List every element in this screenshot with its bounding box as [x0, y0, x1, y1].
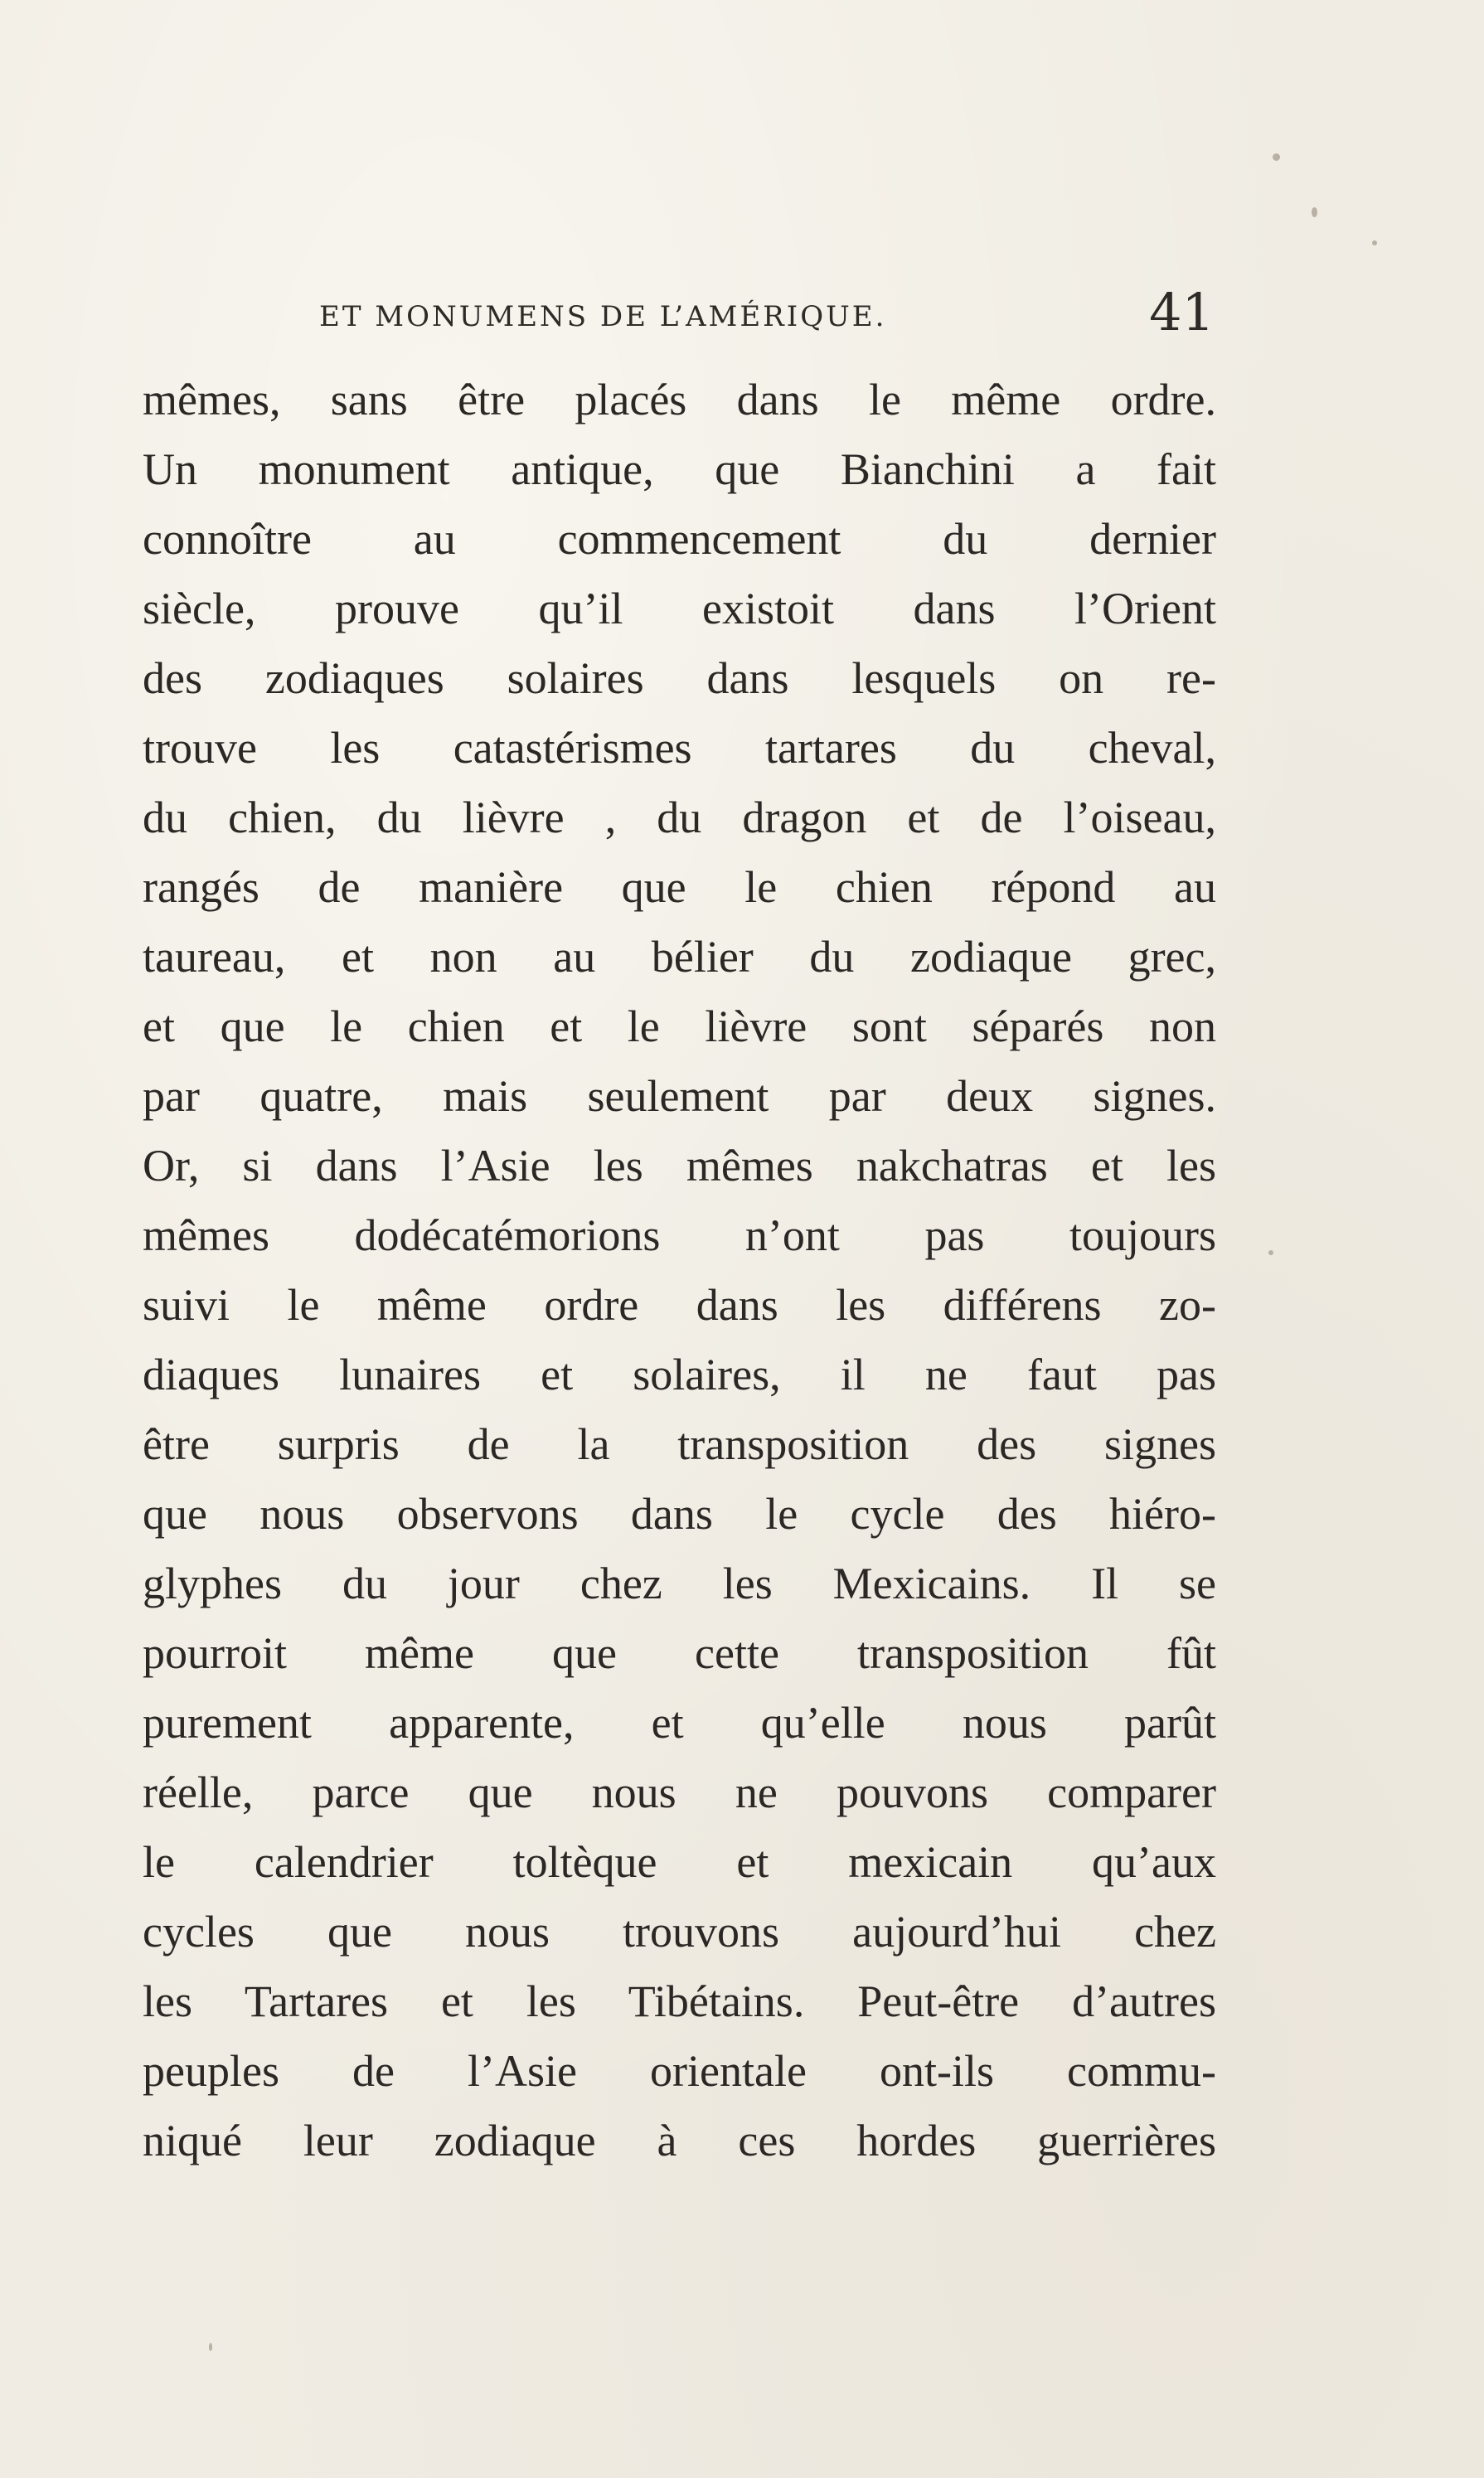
text-line: rangés de manière que le chien répond au	[143, 862, 1216, 912]
text-line: réelle, parce que nous ne pouvons comparer	[143, 1768, 1216, 1817]
paper-speck	[209, 2343, 212, 2351]
text-line: du chien, du lièvre , du dragon et de l’oiseau,	[143, 793, 1216, 842]
text-line: purement apparente, et qu’elle nous parût	[143, 1698, 1216, 1748]
text-line: mêmes, sans être placés dans le même ordre.	[143, 375, 1216, 424]
text-line: diaques lunaires et solaires, il ne faut pas	[143, 1350, 1216, 1399]
text-line: par quatre, mais seulement par deux signes.	[143, 1071, 1216, 1121]
paper-speck	[1372, 240, 1377, 245]
body-text	[143, 365, 1216, 2175]
text-line: trouve les catastérismes tartares du cheval,	[143, 723, 1216, 773]
running-title: ET MONUMENS DE L’AMÉRIQUE.	[319, 300, 887, 333]
text-line: pourroit même que cette transposition fût	[143, 1628, 1216, 1678]
text-line: et que le chien et le lièvre sont séparés non	[143, 1001, 1216, 1051]
text-line: connoître au commencement du dernier	[143, 514, 1216, 564]
text-line: suivi le même ordre dans les différens zo-	[143, 1280, 1216, 1330]
text-line: Un monument antique, que Bianchini a fait	[143, 444, 1216, 494]
text-line: être surpris de la transposition des signes	[143, 1419, 1216, 1469]
page-number: 41	[1149, 282, 1215, 342]
text-line: siècle, prouve qu’il existoit dans l’Orient	[143, 584, 1216, 633]
paper-speck	[1268, 1250, 1273, 1255]
text-line: les Tartares et les Tibétains. Peut-être d’autres	[143, 1976, 1216, 2026]
text-line: peuples de l’Asie orientale ont-ils commu-	[143, 2046, 1216, 2096]
paper-speck	[1273, 153, 1280, 161]
text-line: que nous observons dans le cycle des hiéro-	[143, 1489, 1216, 1539]
text-line: Or, si dans l’Asie les mêmes nakchatras et les	[143, 1141, 1216, 1191]
text-line: des zodiaques solaires dans lesquels on re-	[143, 653, 1216, 703]
running-header	[319, 282, 1244, 356]
paper-speck	[1312, 207, 1317, 217]
text-line: mêmes dodécatémorions n’ont pas toujours	[143, 1210, 1216, 1260]
text-line: cycles que nous trouvons aujourd’hui chez	[143, 1907, 1216, 1957]
text-line: glyphes du jour chez les Mexicains. Il se	[143, 1559, 1216, 1608]
text-line: niqué leur zodiaque à ces hordes guerrières	[143, 2116, 1216, 2165]
text-line: le calendrier toltèque et mexicain qu’aux	[143, 1837, 1216, 1887]
text-line: taureau, et non au bélier du zodiaque grec,	[143, 932, 1216, 982]
